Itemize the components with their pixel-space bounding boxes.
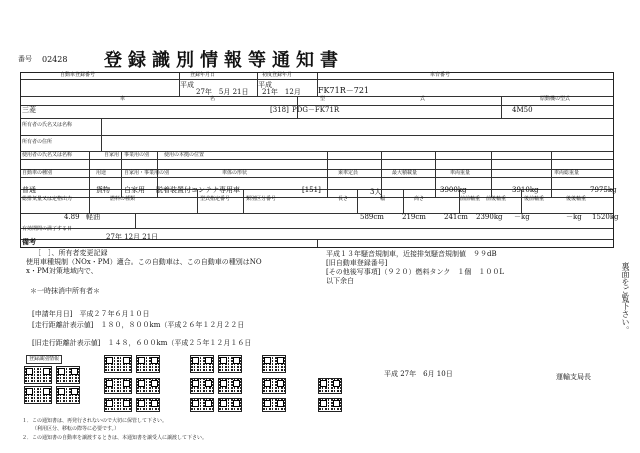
qr-code	[190, 398, 214, 412]
remark-right-line: [その他後写事項]（９２０）燃料タンク １個 １００L	[326, 268, 504, 276]
max-load: 3900kg	[440, 186, 467, 194]
label-fr-axle: 前後軸重	[486, 196, 507, 202]
label-displacement: 総排気量又は定格出力	[22, 196, 73, 202]
label-rr-axle: 後後軸重	[566, 196, 587, 202]
qr-code	[318, 398, 342, 412]
remark-right-line: 平成１３年騒音規制車，近接排気騒音規制値 ９９dB	[326, 250, 497, 258]
label-engine-model: 原動機の型式	[540, 96, 571, 102]
label-first-registration: 初度登録年月	[262, 72, 293, 78]
user-name-label: 使用者の氏名又は名称	[22, 152, 73, 158]
label-class-number: 類別区分番号	[246, 196, 277, 202]
model-type: PDG－FK71R	[292, 106, 340, 114]
engine-model: 4M50	[512, 106, 533, 114]
vehicle-use: 貨物	[96, 186, 110, 194]
qr-code	[262, 398, 286, 412]
qr-code	[318, 378, 342, 394]
front-rear-axle: －kg	[514, 213, 530, 221]
owner-name-label: 所有者の氏名又は名称	[22, 122, 73, 128]
rear-front-axle: －kg	[566, 213, 582, 221]
gross-weight: 7975kg	[590, 186, 617, 194]
maker-name: 三菱	[22, 106, 36, 114]
label-car: 車	[120, 96, 126, 102]
remarks-label: 備考	[22, 237, 36, 246]
remark-line: ［ ］、所有者変更記録	[34, 249, 108, 257]
expiry-label: 有効期間の満了する日	[22, 226, 73, 232]
remark-line: 使用車種規制（NOx・PM）適合。この自動車は、この自動車の種別はNO	[26, 258, 262, 266]
number-label: 番号	[18, 55, 32, 63]
qr-code	[190, 378, 214, 394]
qr-code	[136, 398, 160, 412]
remark-line: x・PM対策地域内で、	[26, 267, 98, 275]
model-code: [318]	[270, 106, 289, 114]
qr-code	[56, 366, 80, 384]
remark-odometer: [走行距離計表示値] １８０，８００km（平成２６年１２月２２日	[32, 321, 245, 329]
label-capacity: 乗車定員	[338, 170, 359, 176]
front-front-axle: 2390kg	[476, 213, 503, 221]
label-private: 自家用・事業用の別	[124, 170, 170, 176]
label-name: 名	[210, 96, 216, 102]
qr-code	[136, 378, 160, 394]
qr-code	[262, 355, 286, 373]
owner-address-label: 所有者の住所	[22, 139, 53, 145]
rear-rear-axle: 1520kg	[592, 213, 619, 221]
use-type-label: 自家用・事業用の別	[104, 152, 150, 158]
label-gross: 車両総重量	[554, 170, 580, 176]
label-weight: 車両重量	[450, 170, 471, 176]
label-use: 用途	[96, 170, 107, 176]
label-width: 幅	[380, 196, 386, 202]
qr-code	[190, 355, 214, 373]
label-registration-date: 登録年月日	[190, 72, 216, 78]
label-vehicle-kind: 自動車の種別	[22, 170, 53, 176]
capacity: 3人	[370, 188, 382, 196]
displacement: 4.89	[64, 213, 80, 221]
registration-date: 27年 5月 21日	[196, 88, 249, 96]
qr-code	[104, 398, 132, 412]
label-length: 長さ	[338, 196, 349, 202]
remark-right-line: [旧自動車登録番号]	[326, 259, 388, 267]
length: 589cm	[360, 213, 384, 221]
side-note: 裏面をご覧下さい。	[621, 262, 630, 334]
footer-note: （利用区分、移転の際等に必要です。）	[32, 426, 120, 432]
footer-note: ２．この通知書の自動車を譲渡するときは、本通知書を譲受人に譲渡して下さい。	[22, 435, 208, 441]
issue-date: 平成 27年 6月 10日	[384, 370, 453, 378]
issuing-office: 運輸支局長	[556, 373, 591, 381]
height: 241cm	[444, 213, 468, 221]
label-chassis-number: 車台番号	[430, 72, 451, 78]
registration-table	[20, 72, 614, 248]
label-ff-axle: 前前軸重	[460, 196, 481, 202]
first-registration-date: 21年 12月	[262, 88, 301, 96]
qr-code	[136, 355, 160, 373]
document-title: 登録識別情報等通知書	[104, 50, 344, 71]
body-shape: 脱着装置付コンテナ専用車	[156, 186, 240, 194]
remark-application-date: [申請年月日] 平成２７年６月１０日	[32, 310, 150, 318]
qr-label: 登録識別情報	[26, 355, 62, 364]
qr-code	[24, 386, 52, 404]
qr-code	[104, 355, 132, 373]
qr-code	[218, 398, 242, 412]
label-type-designation: 型式指定番号	[200, 196, 231, 202]
label-max-load: 最大積載量	[392, 170, 418, 176]
qr-code	[56, 386, 80, 404]
vehicle-kind: 普通	[22, 186, 36, 194]
qr-code	[218, 355, 242, 373]
label-body: 車体の形状	[222, 170, 248, 176]
label-rf-axle: 後前軸重	[524, 196, 545, 202]
label-height: 高さ	[414, 196, 425, 202]
qr-code	[104, 378, 132, 394]
width: 219cm	[402, 213, 426, 221]
vehicle-weight: 3910kg	[512, 186, 539, 194]
remark-line: ＊一時抹消中所有者＊	[30, 287, 100, 295]
era-2: 平成	[258, 81, 272, 89]
base-location-label: 使用の本拠の位置	[164, 152, 205, 158]
remark-old-odometer: [旧走行距離計表示値] １４８，６００km（平成２５年１２月１６日	[32, 339, 252, 347]
label-fuel: 燃料の種類	[110, 196, 136, 202]
document-number: 02428	[42, 55, 68, 64]
label-type-2: 式	[420, 96, 426, 102]
label-type: 型	[320, 96, 326, 102]
footer-note: １．この通知書は、再発行されないので大切に保管して下さい。	[22, 418, 168, 424]
qr-code	[218, 378, 242, 394]
label-registration-number: 自動車登録番号	[60, 72, 96, 78]
private-use: 自家用	[124, 186, 145, 194]
qr-code	[24, 366, 52, 384]
body-code: [151]	[302, 186, 321, 194]
expiry-date: 27年 12月 21日	[106, 233, 159, 241]
chassis-number: FK71R－721	[318, 86, 369, 95]
era-1: 平成	[180, 81, 194, 89]
remark-right-line: 以下余白	[326, 277, 354, 285]
qr-code	[262, 378, 286, 394]
fuel-type: 軽油	[86, 213, 100, 221]
